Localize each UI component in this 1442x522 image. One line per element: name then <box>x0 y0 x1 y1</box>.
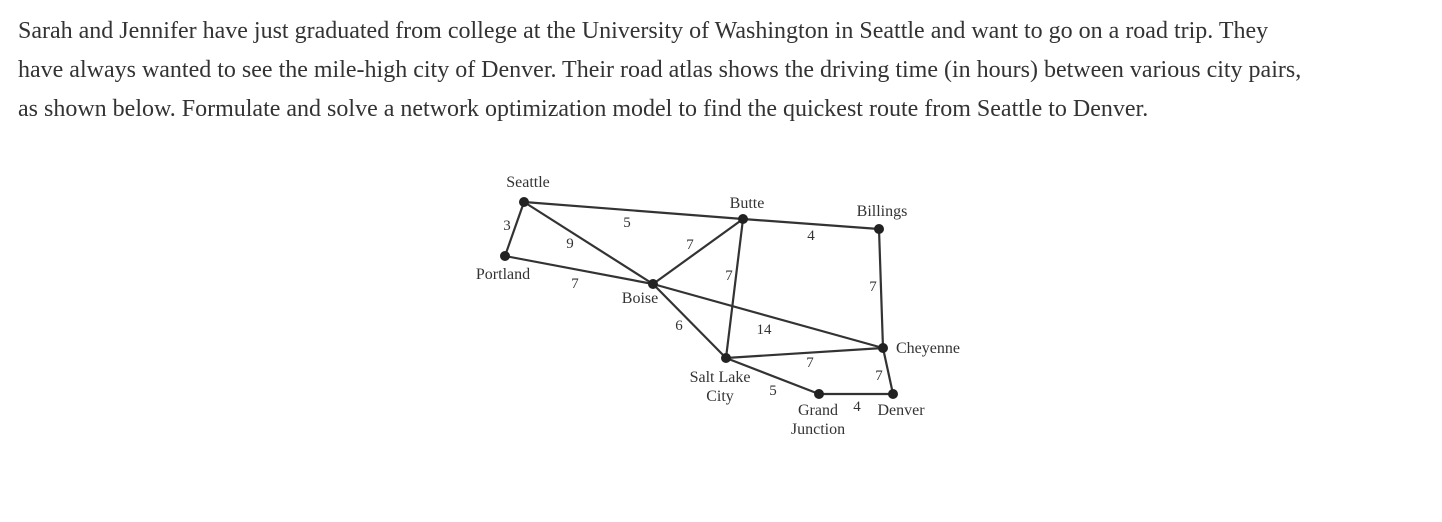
city-label-line: Cheyenne <box>896 340 960 357</box>
city-label-boise <box>622 290 658 307</box>
road-hours-seattle-portland: 3 <box>503 218 511 234</box>
road-billings-cheyenne <box>879 229 883 348</box>
road-hours-grand-junction-denver: 4 <box>853 399 861 415</box>
city-label-line: Billings <box>856 203 908 220</box>
city-label-portland <box>476 266 530 283</box>
city-label-line: Butte <box>729 195 765 212</box>
road-hours-cheyenne-denver: 7 <box>875 368 883 384</box>
road-hours-seattle-butte: 5 <box>623 215 631 231</box>
road-butte-salt-lake-city <box>726 219 743 358</box>
city-node-butte <box>738 214 748 224</box>
city-label-line: City <box>706 388 734 405</box>
city-label-seattle <box>506 174 550 191</box>
city-label-denver <box>877 402 925 419</box>
road-hours-billings-cheyenne: 7 <box>869 279 877 295</box>
road-seattle-butte <box>524 202 743 219</box>
city-label-line: Seattle <box>506 174 550 191</box>
city-node-portland <box>500 251 510 261</box>
city-node-seattle <box>519 197 529 207</box>
city-label-salt-lake-city <box>690 369 751 405</box>
city-label-line: Grand <box>798 402 838 419</box>
road-boise-cheyenne <box>653 284 883 348</box>
problem-line-3: as shown below. Formulate and solve a network optimization model to find the quickest route from Seattle to Denver. <box>18 96 1149 122</box>
road-hours-seattle-boise: 9 <box>566 236 574 252</box>
city-node-boise <box>648 279 658 289</box>
city-label-billings <box>857 203 908 220</box>
city-label-line: Junction <box>790 421 846 438</box>
labels-layer <box>476 174 960 438</box>
problem-line-1: Sarah and Jennifer have just graduated from college at the University of Washington in Seattle and want to go on a road trip. They <box>18 18 1269 44</box>
road-hours-boise-cheyenne: 14 <box>756 322 772 338</box>
road-cheyenne-denver <box>883 348 893 394</box>
road-hours-salt-lake-city-cheyenne: 7 <box>806 355 814 371</box>
city-node-cheyenne <box>878 343 888 353</box>
city-node-denver <box>888 389 898 399</box>
road-hours-butte-salt-lake-city: 7 <box>725 268 733 284</box>
city-label-line: Portland <box>475 266 531 283</box>
road-salt-lake-city-cheyenne <box>726 348 883 358</box>
road-hours-butte-billings: 4 <box>807 228 815 244</box>
city-label-line: Salt Lake <box>689 369 751 386</box>
city-node-salt-lake-city <box>721 353 731 363</box>
city-label-line: Denver <box>877 402 925 419</box>
city-label-butte <box>730 195 765 212</box>
problem-line-2: have always wanted to see the mile-high city of Denver. Their road atlas shows the driving time (in hours) between various city pairs, <box>18 57 1302 83</box>
city-node-grand-junction <box>814 389 824 399</box>
roads-layer <box>505 202 893 394</box>
city-label-line: Boise <box>621 290 659 307</box>
road-hours-boise-butte: 7 <box>686 237 694 253</box>
road-hours-boise-salt-lake-city: 6 <box>675 318 683 334</box>
city-node-billings <box>874 224 884 234</box>
city-label-grand-junction <box>791 402 845 438</box>
road-hours-salt-lake-city-grand-junction: 5 <box>769 383 777 399</box>
road-hours-portland-boise: 7 <box>571 276 579 292</box>
city-label-cheyenne <box>896 340 960 357</box>
